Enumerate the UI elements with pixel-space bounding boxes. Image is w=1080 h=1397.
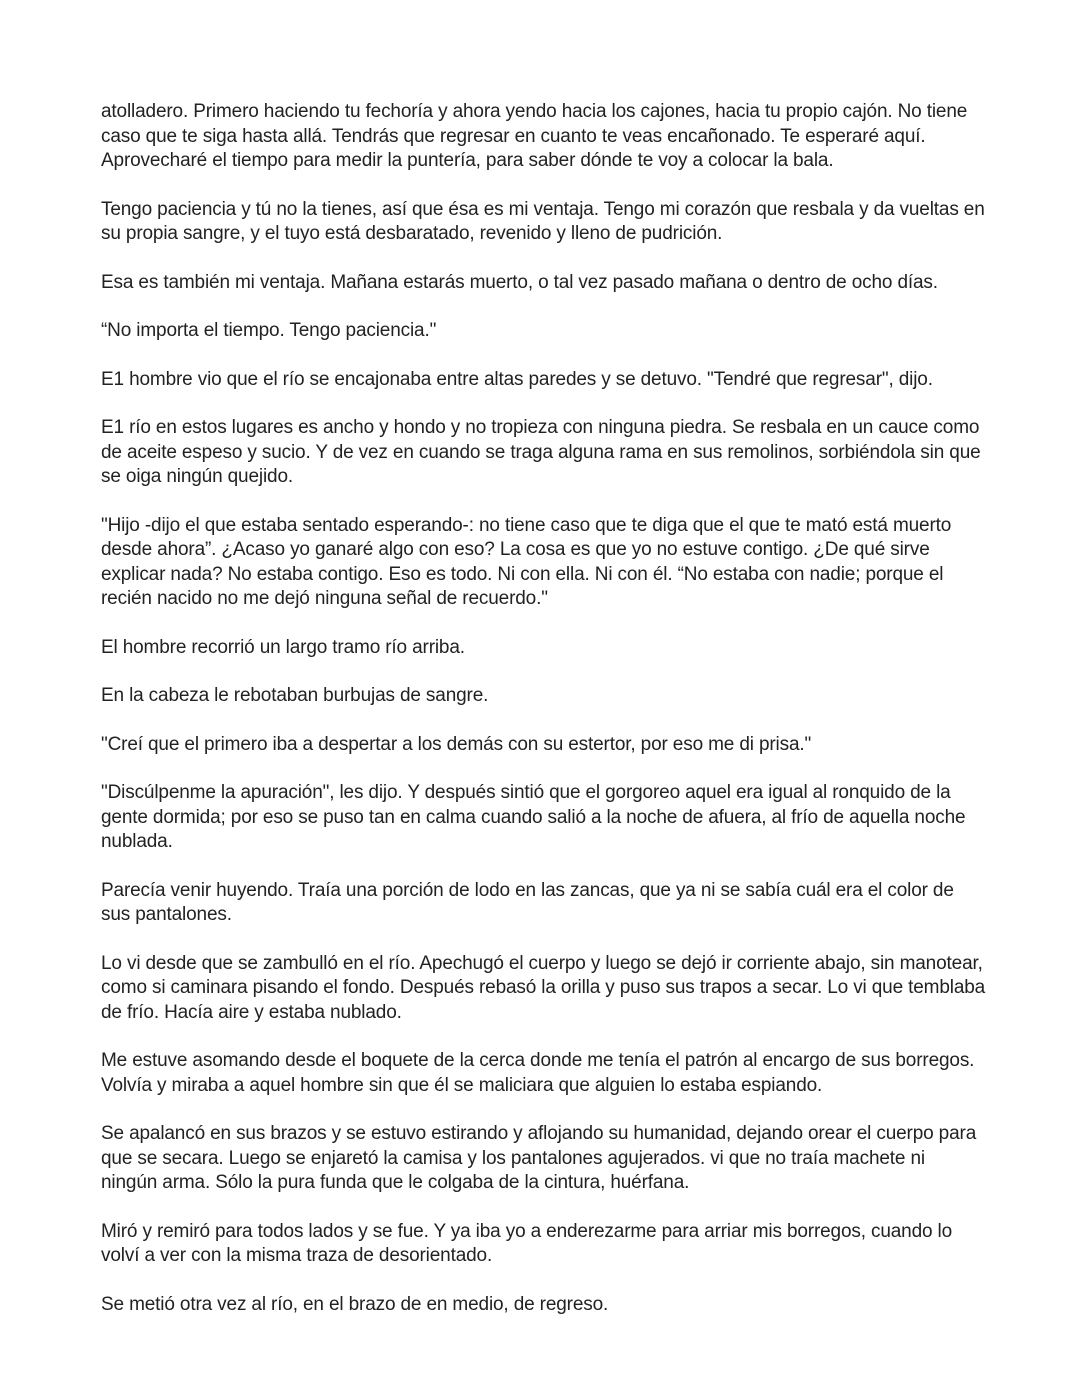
paragraph: Se apalancó en sus brazos y se estuvo estirando y aflojando su humanidad, dejando orear el cuerpo para que se secara. Luego se enjaretó la camisa y los pantalones agujerados. vi que no traía machete ni ningún arma. Sólo la pura funda que le colgaba de la cintura, huérfana. — [101, 1123, 977, 1193]
paragraph: atolladero. Primero haciendo tu fechoría y ahora yendo hacia los cajones, hacia tu propio cajón. No tiene caso que te siga hasta allá. Tendrás que regresar en cuanto te veas encañonado. Te esperaré aquí. Aprovecharé el tiempo para medir la puntería, para saber dónde te voy a colocar la bala. — [101, 101, 968, 171]
paragraph: Lo vi desde que se zambulló en el río. Apechugó el cuerpo y luego se dejó ir corriente abajo, sin manotear, como si caminara pisando el fondo. Después rebasó la orilla y puso sus trapos a secar. Lo vi que temblaba de frío. Hacía aire y estaba nublado. — [101, 952, 986, 1023]
paragraph: "Hijo -dijo el que estaba sentado esperando-: no tiene caso que te diga que el que te mató está muerto desde ahora”. ¿Acaso yo ganaré algo con eso? La cosa es que yo no estuve contigo. ¿De qué sirve explicar nada? No estaba contigo. Eso es todo. Ni con ella. Ni con él. “No estaba con nadie; porque el recién nacido no me dejó ninguna señal de recuerdo." — [101, 514, 952, 609]
paragraph: Tengo paciencia y tú no la tienes, así que ésa es mi ventaja. Tengo mi corazón que resbala y da vueltas en su propia sangre, y el tuyo está desbaratado, revenido y lleno de pudrición. — [101, 198, 985, 244]
document-page — [101, 100, 986, 1341]
paragraph: Se metió otra vez al río, en el brazo de en medio, de regreso. — [101, 1293, 609, 1315]
paragraph: Esa es también mi ventaja. Mañana estarás muerto, o tal vez pasado mañana o dentro de ocho días. — [101, 271, 938, 293]
paragraph: Parecía venir huyendo. Traía una porción de lodo en las zancas, que ya ni se sabía cuál era el color de sus pantalones. — [101, 879, 954, 925]
paragraph: Miró y remiró para todos lados y se fue. Y ya iba yo a enderezarme para arriar mis borregos, cuando lo volví a ver con la misma traza de desorientado. — [101, 1220, 953, 1266]
paragraph: "Creí que el primero iba a despertar a los demás con su estertor, por eso me di prisa." — [101, 733, 812, 755]
paragraph: Me estuve asomando desde el boquete de la cerca donde me tenía el patrón al encargo de sus borregos. Volvía y miraba a aquel hombre sin que él se maliciara que alguien lo estaba espiando. — [101, 1050, 975, 1096]
paragraph: El hombre recorrió un largo tramo río arriba. — [101, 636, 465, 658]
paragraph: “No importa el tiempo. Tengo paciencia." — [101, 320, 437, 341]
paragraph: E1 hombre vio que el río se encajonaba entre altas paredes y se detuvo. "Tendré que regresar", dijo. — [101, 368, 933, 390]
paragraph: En la cabeza le rebotaban burbujas de sangre. — [101, 685, 489, 706]
paragraph: "Discúlpenme la apuración", les dijo. Y después sintió que el gorgoreo aquel era igual al ronquido de la gente dormida; por eso se puso tan en calma cuando salió a la noche de afuera, al frío de aquella noche nublada. — [101, 782, 966, 852]
paragraph: E1 río en estos lugares es ancho y hondo y no tropieza con ninguna piedra. Se resbala en un cauce como de aceite espeso y sucio. Y de vez en cuando se traga alguna rama en sus remolinos, sorbiéndola sin que se oiga ningún quejido. — [101, 417, 981, 487]
